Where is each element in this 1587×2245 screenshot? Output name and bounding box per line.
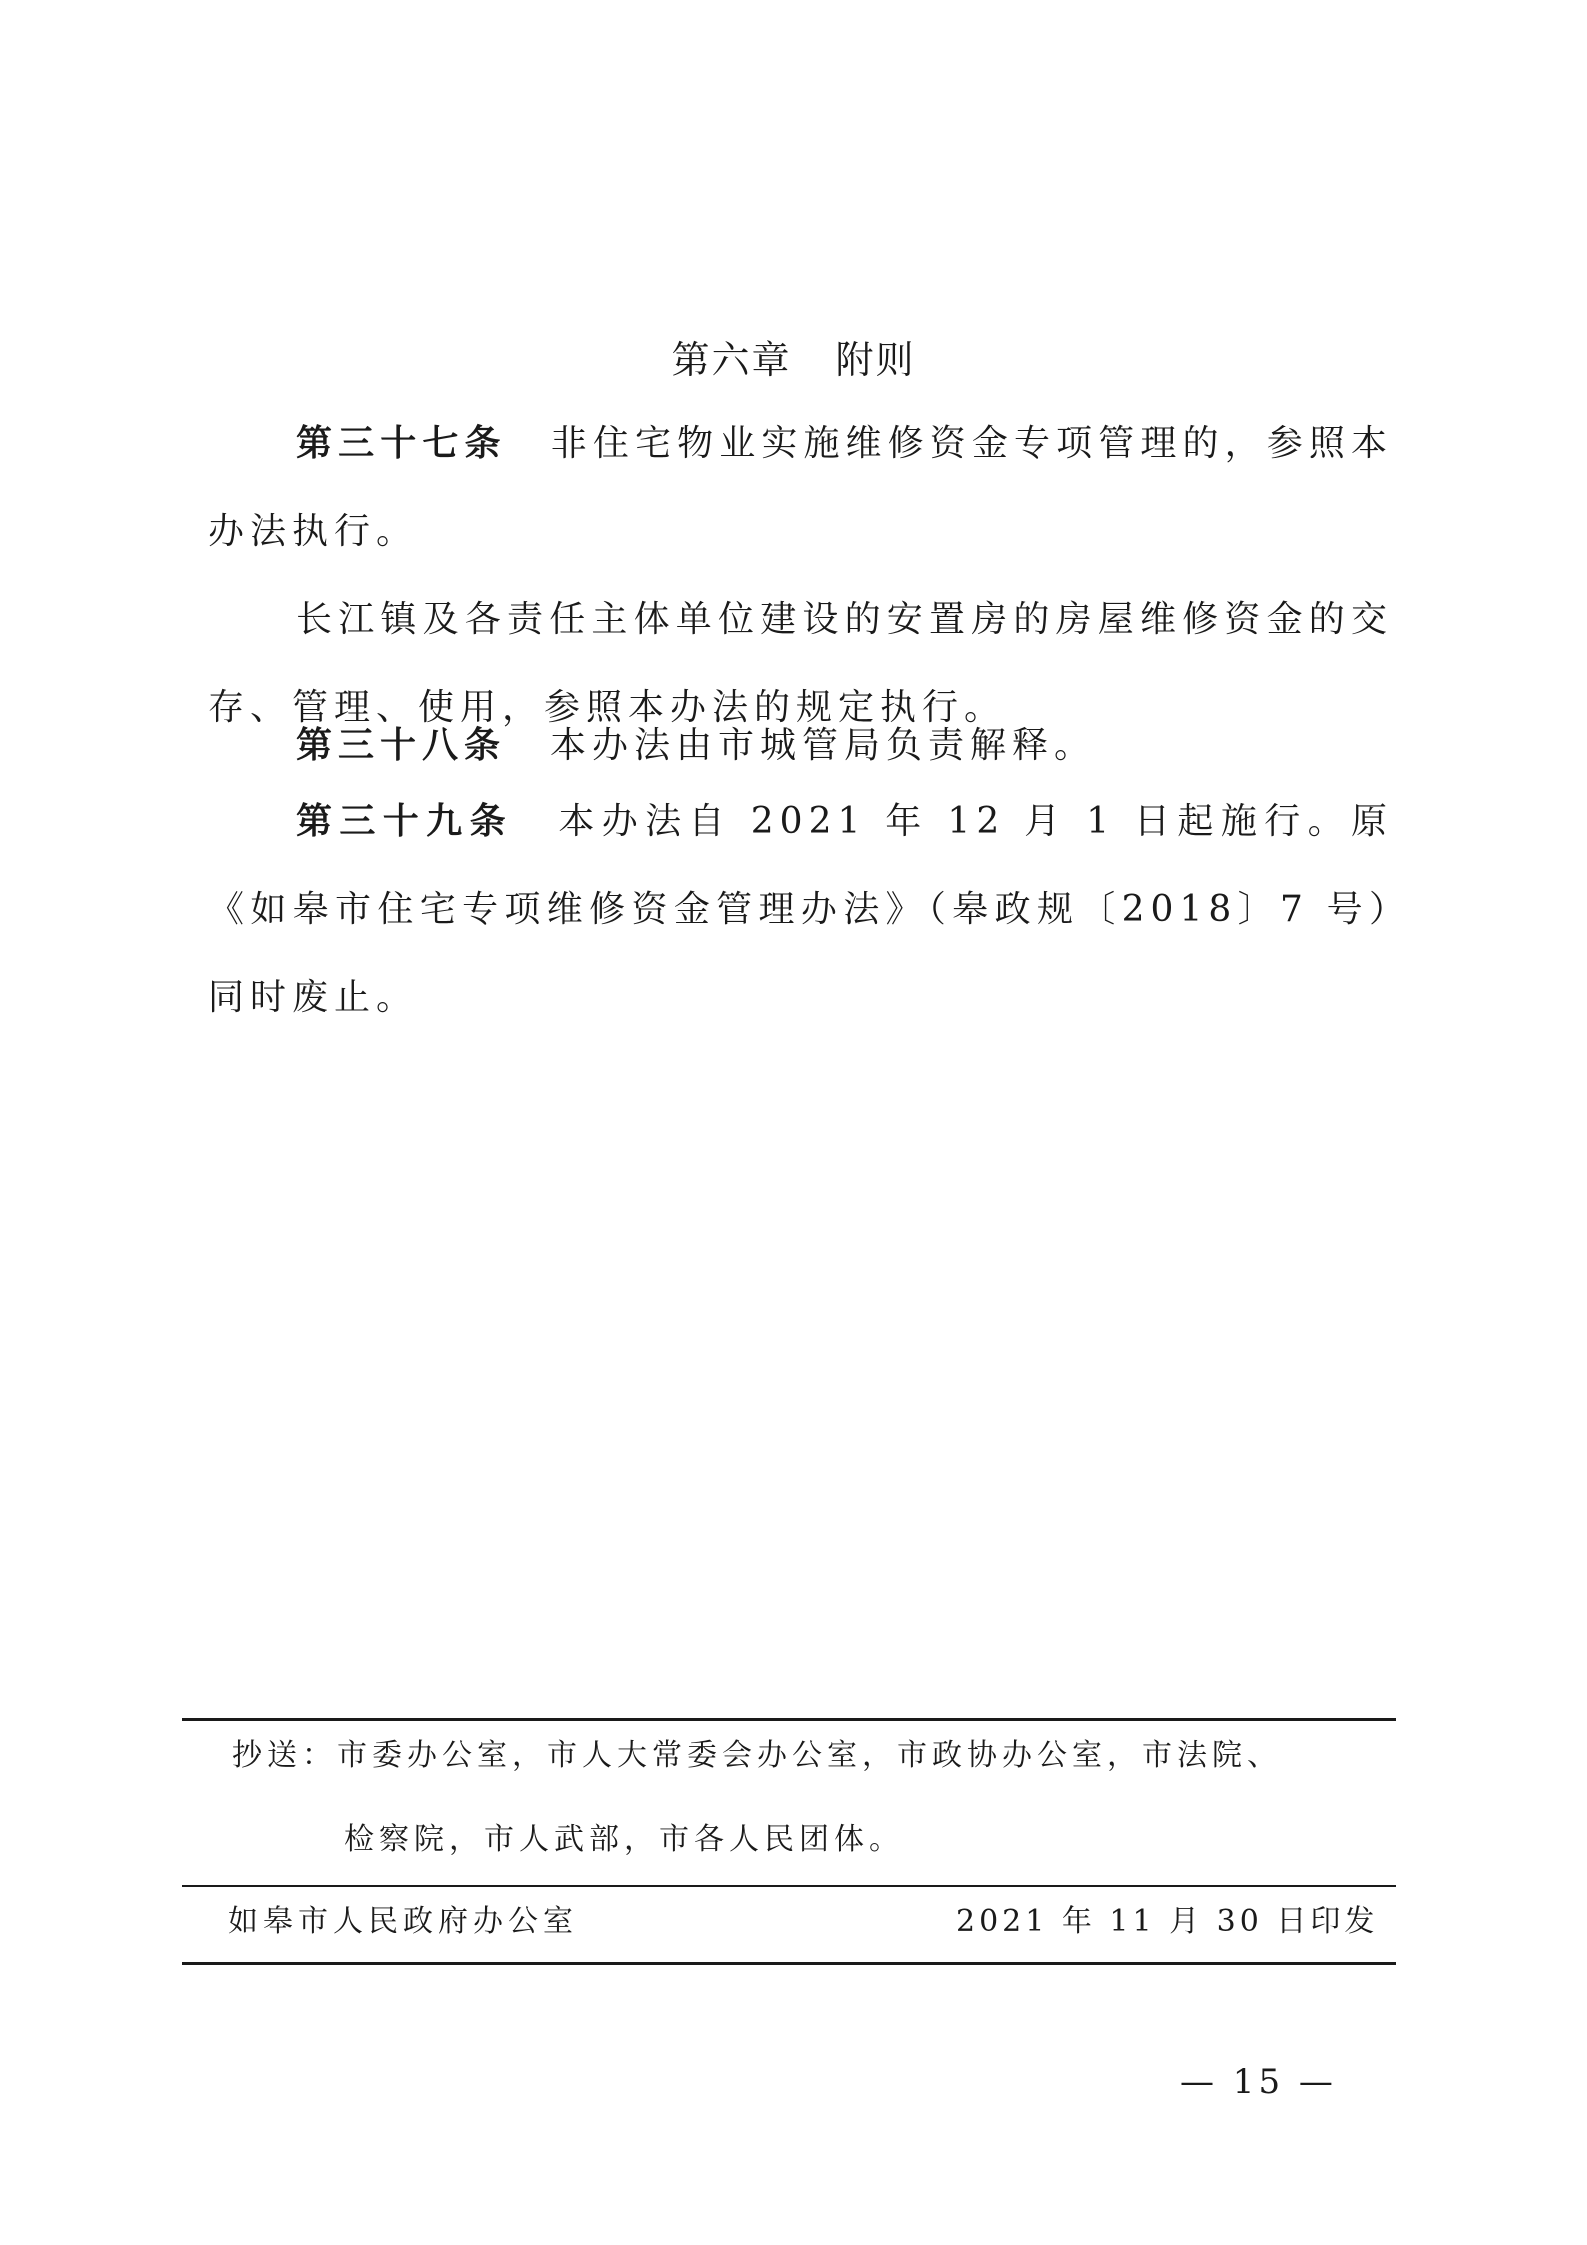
distribution-recipients-2: 检察院，市人武部，市各人民团体。 xyxy=(344,1822,904,1857)
article-39-text: 本办法自 2021 年 12 月 1 日起施行。原《如皋市住宅专项维修资金管理办法》（皋政规〔2018〕7 号）同时废止。 xyxy=(208,801,1393,1018)
page-number: — 15 — xyxy=(1180,2062,1337,2102)
article-37-text: 非住宅物业实施维修资金专项管理的，参照本办法执行。 xyxy=(208,423,1393,552)
divider-bottom xyxy=(182,1962,1396,1965)
issuer: 如皋市人民政府办公室 xyxy=(228,1904,578,1939)
article-38-paragraph xyxy=(208,702,1393,790)
distribution-line-1 xyxy=(232,1736,1282,1776)
article-39-label: 第三十九条 xyxy=(296,801,513,842)
article-37-text-2: 长江镇及各责任主体单位建设的安置房的房屋维修资金的交存、管理、使用，参照本办法的规定执行。 xyxy=(208,599,1393,728)
chapter-number: 第六章 xyxy=(671,338,792,382)
article-39-paragraph xyxy=(208,778,1393,1042)
distribution-prefix: 抄送： xyxy=(232,1738,337,1773)
divider-top xyxy=(182,1718,1396,1721)
article-37-paragraph xyxy=(208,400,1393,576)
divider-middle xyxy=(182,1885,1396,1887)
chapter-name: 附则 xyxy=(835,338,916,382)
chapter-title xyxy=(0,330,1587,390)
article-37-label: 第三十七条 xyxy=(296,423,507,464)
issue-date: 2021 年 11 月 30 日印发 xyxy=(956,1904,1379,1939)
article-38-text: 本办法由市城管局负责解释。 xyxy=(550,725,1097,766)
distribution-line-2 xyxy=(344,1820,904,1860)
article-38-label: 第三十八条 xyxy=(296,725,507,766)
distribution-recipients-1: 市委办公室，市人大常委会办公室，市政协办公室，市法院、 xyxy=(337,1738,1282,1773)
